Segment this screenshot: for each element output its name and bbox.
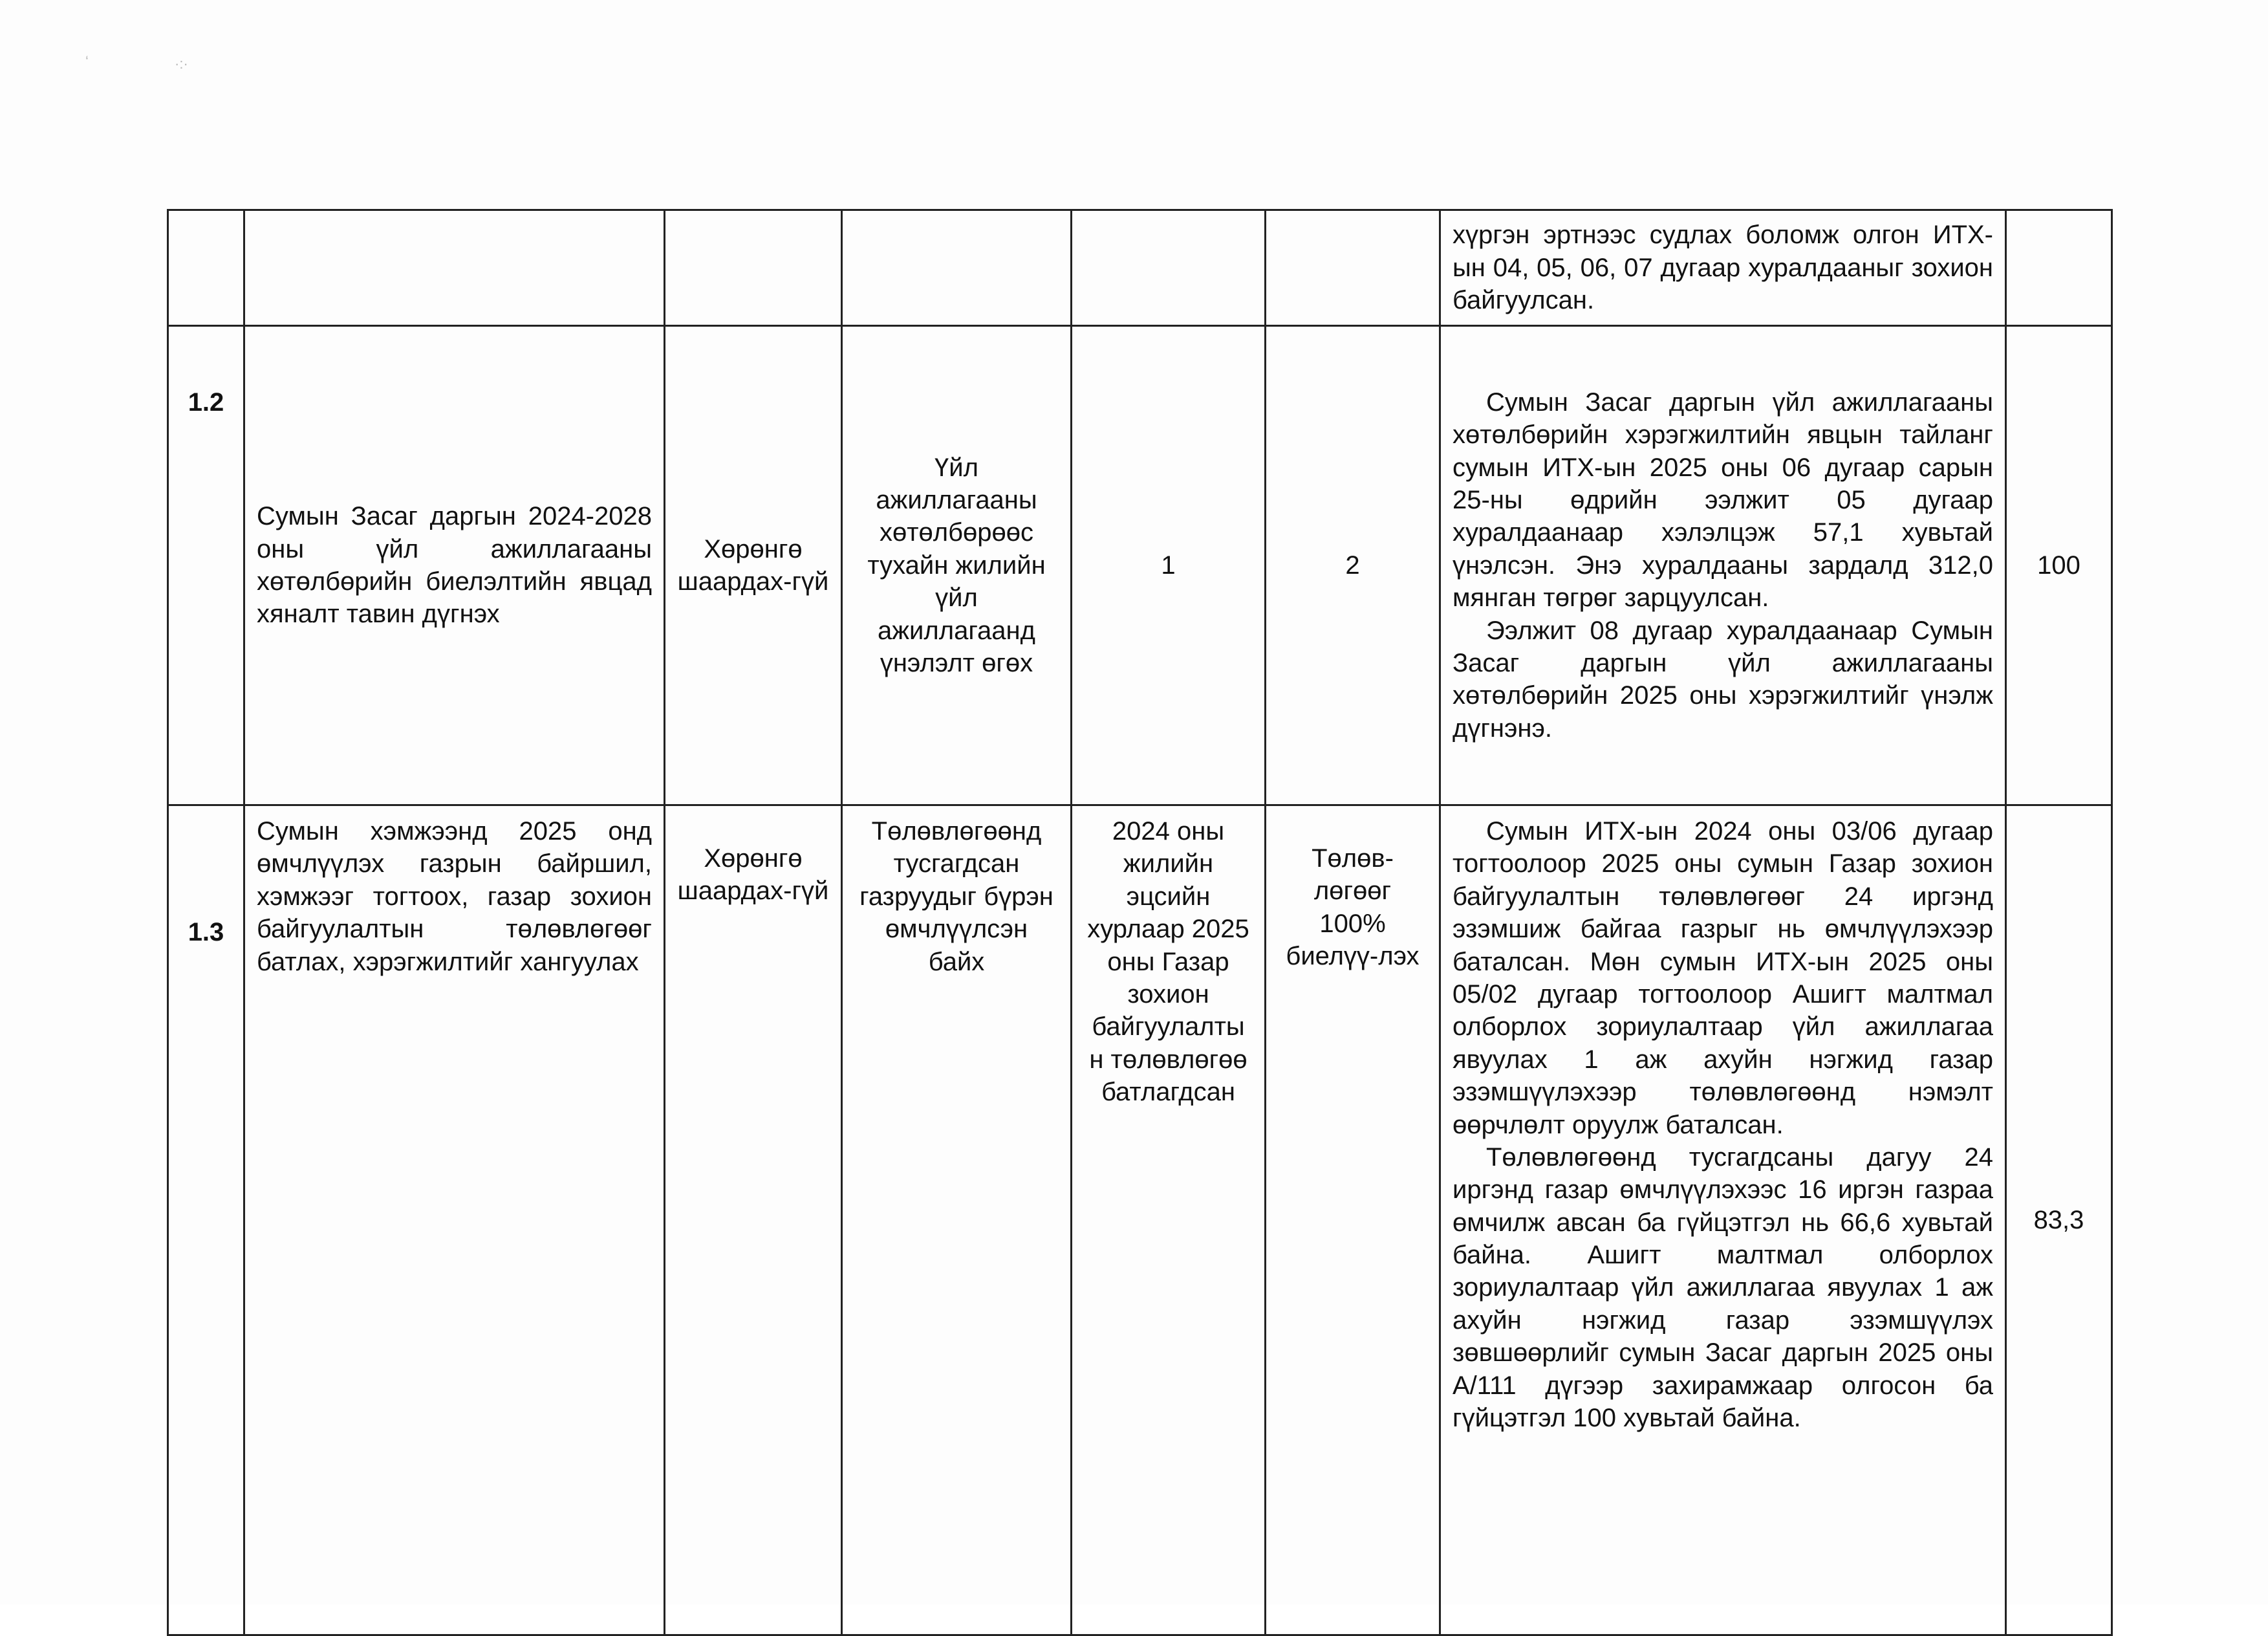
table-row-1-2	[168, 326, 2112, 805]
financing-cell: Хөрөнгө шаардах-гүй	[665, 326, 842, 805]
score-cell: 83,3	[2006, 805, 2112, 1635]
target-cell: 2	[1266, 326, 1440, 805]
table-row-1-3	[168, 805, 2112, 1635]
result-cell	[1440, 326, 2006, 805]
row-number-cell: 1.2	[168, 326, 244, 805]
scan-artifact-mark: ·:·	[175, 56, 188, 72]
row-number-cell	[168, 210, 244, 326]
financing-cell: Хөрөнгө шаардах-гүй	[665, 805, 842, 1635]
baseline-cell	[1072, 210, 1266, 326]
score-cell: 100	[2006, 326, 2112, 805]
indicator-cell: Үйл ажиллагааны хөтөлбөрөөс тухайн жилийн үйл ажиллагаанд үнэлэлт өгөх	[842, 326, 1072, 805]
evaluation-report-table	[167, 209, 2113, 1636]
target-cell	[1266, 210, 1440, 326]
financing-cell	[665, 210, 842, 326]
table-row-continuation	[168, 210, 2112, 326]
goal-cell: Сумын хэмжээнд 2025 онд өмчлүүлэх газрын байршил, хэмжээг тогтоох, газар зохион байгуулалтын төлөвлөгөөг батлах, хэрэгжилтийг хангуулах	[244, 805, 665, 1635]
result-paragraph: Сумын ИТХ-ын 2024 оны 03/06 дугаар тогтоолоор 2025 оны сумын Газар зохион байгуулалтын төлөвлөгөөг 24 иргэнд эзэмшиж байгаа газрыг нь өмчлүүлэхээр баталсан. Мөн сумын ИТХ-ын 2025 оны 05/02 дугаар тогтоолоор Ашигт малтмал олборлох зориулалтаар үйл ажиллагаа явуулах 1 аж ахуйн нэгжид газар эзэмшүүлэхээр төлөвлөгөөнд нэмэлт өөрчлөлт оруулж баталсан.	[1453, 817, 1993, 1139]
row-number-cell: 1.3	[168, 805, 244, 1635]
scan-artifact-mark: ‘	[85, 53, 89, 69]
target-cell: Төлөв-лөгөөг 100% биелүү-лэх	[1266, 805, 1440, 1635]
result-cell	[1440, 805, 2006, 1635]
indicator-cell: Төлөвлөгөөнд тусгагдсан газруудыг бүрэн өмчлүүлсэн байх	[842, 805, 1072, 1635]
score-cell	[2006, 210, 2112, 326]
result-paragraph: Төлөвлөгөөнд тусгагдсаны дагуу 24 иргэнд газар өмчлүүлэхээс 16 иргэн газраа өмчилж авсан ба гүйцэтгэл нь 66,6 хувьтай байна. Ашигт малтмал олборлох зориулалтаар үйл ажиллагаа явуулах 1 аж ахуйн нэгжид газар эзэмшүүлэх зөвшөөрлийг сумын Засаг даргын 2025 оны А/111 дүгээр захирамжаар олгосон ба гүйцэтгэл 100 хувьтай байна.	[1453, 1142, 1993, 1433]
baseline-cell: 1	[1072, 326, 1266, 805]
result-paragraph: хүргэн эртнээс судлах боломж олгон ИТХ-ын 04, 05, 06, 07 дугаар хуралдааныг зохион байгуулсан.	[1453, 221, 1993, 315]
result-cell	[1440, 210, 2006, 326]
indicator-cell	[842, 210, 1072, 326]
baseline-cell: 2024 оны жилийн эцсийн хурлаар 2025 оны Газар зохион байгуулалты н төлөвлөгөө батлагдсан	[1072, 805, 1266, 1635]
result-paragraph: Ээлжит 08 дугаар хуралдаанаар Сумын Засаг даргын үйл ажиллагааны хөтөлбөрийн 2025 оны хэрэгжилтийг үнэлж дүгнэнэ.	[1453, 616, 1993, 743]
goal-cell: Сумын Засаг даргын 2024-2028 оны үйл ажиллагааны хөтөлбөрийн биелэлтийн явцад хяналт тавин дүгнэх	[244, 326, 665, 805]
result-paragraph: Сумын Засаг даргын үйл ажиллагааны хөтөлбөрийн хэрэгжилтийн явцын тайланг сумын ИТХ-ын 2025 оны 06 дугаар сарын 25-ны өдрийн ээлжит 05 дугаар хуралдаанаар хэлэлцэж 57,1 хувьтай үнэлсэн. Энэ хуралдааны зардалд 312,0 мянган төгрөг зарцуулсан.	[1453, 387, 1993, 613]
goal-cell	[244, 210, 665, 326]
